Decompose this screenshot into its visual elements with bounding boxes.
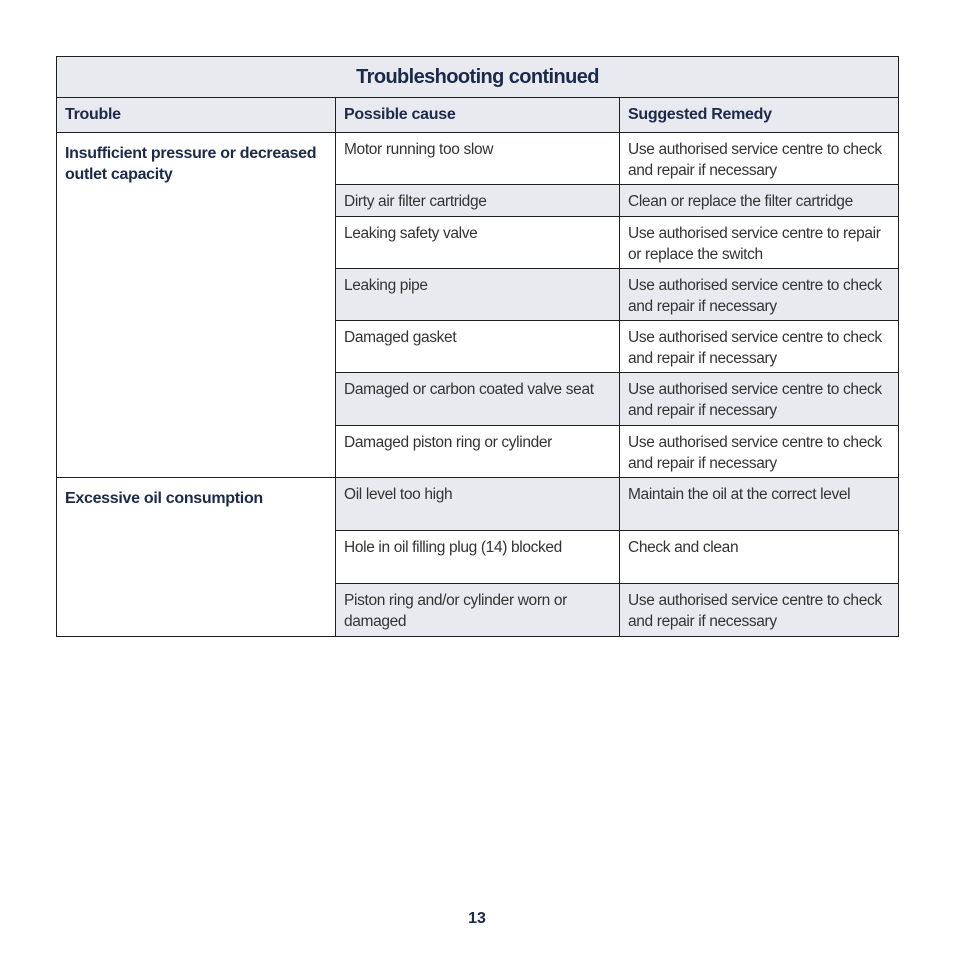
table-header-row: [57, 98, 899, 133]
remedy-cell: Use authorised service centre to check and repair if necessary: [620, 133, 899, 185]
header-suggested-remedy: Suggested Remedy: [620, 98, 899, 133]
troubleshooting-table: [56, 56, 899, 637]
cause-cell: Oil level too high: [336, 478, 620, 531]
table-title-row: [57, 57, 899, 98]
cause-cell: Hole in oil filling plug (14) blocked: [336, 531, 620, 584]
cause-cell: Motor running too slow: [336, 133, 620, 185]
remedy-cell: Use authorised service centre to check and repair if necessary: [620, 321, 899, 373]
remedy-cell: Use authorised service centre to repair or replace the switch: [620, 217, 899, 269]
cause-cell: Leaking pipe: [336, 269, 620, 321]
cause-cell: Damaged or carbon coated valve seat: [336, 373, 620, 426]
table-title: Troubleshooting continued: [57, 57, 899, 98]
cause-cell: Dirty air filter cartridge: [336, 185, 620, 217]
cause-cell: Damaged gasket: [336, 321, 620, 373]
remedy-cell: Use authorised service centre to check and repair if necessary: [620, 269, 899, 321]
header-trouble: Trouble: [57, 98, 336, 133]
remedy-cell: Check and clean: [620, 531, 899, 584]
table-row: [57, 478, 899, 531]
header-possible-cause: Possible cause: [336, 98, 620, 133]
remedy-cell: Use authorised service centre to check and repair if necessary: [620, 426, 899, 478]
page-number: 13: [468, 910, 486, 927]
cause-cell: Piston ring and/or cylinder worn or damaged: [336, 584, 620, 637]
table-row: [57, 133, 899, 185]
remedy-cell: Use authorised service centre to check and repair if necessary: [620, 584, 899, 637]
remedy-cell: Use authorised service centre to check and repair if necessary: [620, 373, 899, 426]
remedy-cell: Clean or replace the filter cartridge: [620, 185, 899, 217]
cause-cell: Damaged piston ring or cylinder: [336, 426, 620, 478]
cause-cell: Leaking safety valve: [336, 217, 620, 269]
remedy-cell: Maintain the oil at the correct level: [620, 478, 899, 531]
trouble-cell: Excessive oil consumption: [57, 478, 336, 637]
trouble-cell: Insufficient pressure or decreased outlet capacity: [57, 133, 336, 478]
